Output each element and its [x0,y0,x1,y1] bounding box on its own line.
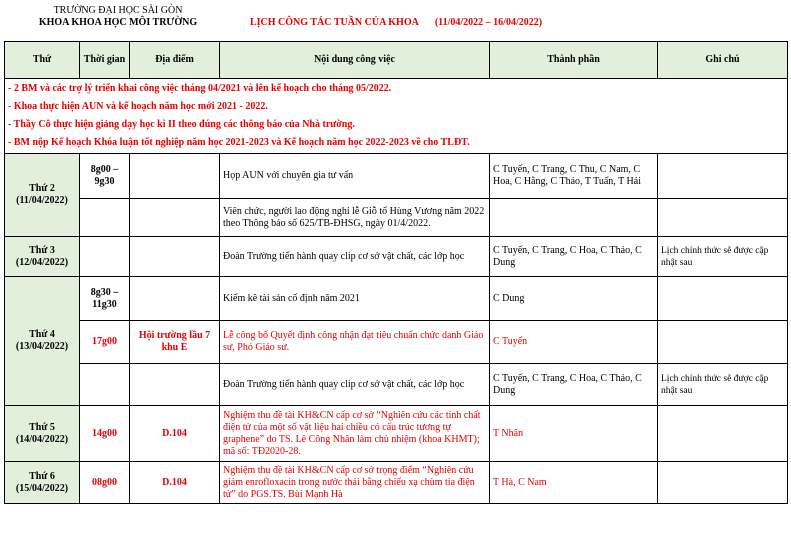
content-cell: Họp AUN với chuyên gia tư vấn [220,154,490,199]
day-cell [5,154,80,237]
content-cell: Kiểm kê tài sản cố định năm 2021 [220,277,490,321]
members-cell [490,199,658,237]
place-cell [130,199,220,237]
announcement-item: - Thầy Cô thực hiện giảng dạy học kì II theo đúng các thông báo của Nhà trường. [8,119,355,130]
time-cell: 8g30 – 11g30 [80,277,130,321]
time-cell: 17g00 [80,321,130,364]
announcement-row [5,79,788,154]
day-cell [5,237,80,277]
day-cell [5,462,80,504]
col-note: Ghi chú [658,42,788,79]
members-cell: T Hà, C Nam [490,462,658,504]
table-row [5,277,788,321]
place-cell [130,364,220,406]
day-date: (12/04/2022) [15,256,69,268]
university-name: TRƯỜNG ĐẠI HỌC SÀI GÒN [53,5,183,16]
day-name: Thứ 3 [29,244,55,256]
day-cell [5,406,80,462]
day-date: (14/04/2022) [15,433,69,445]
schedule-table [4,41,788,504]
members-cell: C Tuyến, C Trang, C Thu, C Nam, C Hoa, C Hằng, C Thảo, T Tuấn, T Hải [490,154,658,199]
note-cell: Lịch chính thức sẽ được cập nhật sau [658,364,788,406]
announcement-item: - Khoa thực hiện AUN và kế hoạch năm học mới 2021 - 2022. [8,101,268,112]
time-cell [80,237,130,277]
day-date: (15/04/2022) [15,482,69,494]
col-day: Thứ [5,42,80,79]
col-content: Nội dung công việc [220,42,490,79]
note-cell: Lịch chính thức sẽ được cập nhật sau [658,237,788,277]
announcement-item: - BM nộp Kế hoạch Khóa luận tốt nghiệp năm học 2021-2023 và Kế hoạch năm học 2022-2023 về cho TLĐT. [8,137,470,148]
time-cell: 08g00 [80,462,130,504]
announcements [5,79,788,154]
note-cell [658,462,788,504]
announcement-item: - 2 BM và các trợ lý triển khai công việc tháng 04/2021 và lên kế hoạch cho tháng 05/2022. [8,83,392,94]
day-name: Thứ 5 [29,421,55,433]
table-row [5,321,788,364]
content-cell [220,406,490,462]
table-row [5,364,788,406]
place-cell [130,154,220,199]
content-cell: Viên chức, người lao động nghỉ lễ Giỗ tổ Hùng Vương năm 2022 theo Thông báo số 625/TB-ĐHSG, ngày 01/4/2022. [220,199,490,237]
day-name: Thứ 4 [29,329,55,340]
note-cell [658,199,788,237]
day-date: (13/04/2022) [15,341,69,352]
place-cell: D.104 [130,406,220,462]
members-cell: C Tuyến [490,321,658,364]
col-place: Địa điểm [130,42,220,79]
place-cell: D.104 [130,462,220,504]
time-cell: 14g00 [80,406,130,462]
place-cell [130,237,220,277]
members-cell: T Nhân [490,406,658,462]
table-row [5,154,788,199]
note-cell [658,154,788,199]
table-row [5,406,788,462]
day-cell [5,277,80,406]
table-row [5,237,788,277]
content-text: Nghiệm thu đề tài KH&CN cấp cơ sở trọng điểm “Nghiên cứu giảm enrofloxacin trong nước thải bằng chiếu xạ chùm tia điện tử” do PGS.TS. Bùi Mạnh Hà [223,464,475,500]
note-cell [658,321,788,364]
time-cell [80,199,130,237]
day-date: (11/04/2022) [16,195,68,206]
day-name: Thứ 2 [29,183,55,194]
note-cell [658,277,788,321]
members-cell: C Tuyến, C Trang, C Hoa, C Thảo, C Dung [490,237,658,277]
content-cell: Đoàn Trường tiến hành quay clip cơ sở vật chất, các lớp học [220,364,490,406]
content-cell: Đoàn Trường tiến hành quay clip cơ sở vật chất, các lớp học [220,237,490,277]
date-range: (11/04/2022 – 16/04/2022) [434,17,543,28]
members-cell: C Tuyến, C Trang, C Hoa, C Thảo, C Dung [490,364,658,406]
title-text: LỊCH CÔNG TÁC TUẦN CỦA KHOA [250,17,419,28]
col-time: Thời gian [80,42,130,79]
content-cell [220,462,490,504]
table-row [5,199,788,237]
col-members: Thành phần [490,42,658,79]
time-cell [80,364,130,406]
header-row [5,42,788,79]
day-name: Thứ 6 [29,470,55,482]
schedule-title [250,17,542,29]
members-cell: C Dung [490,277,658,321]
place-cell: Hội trường lầu 7 khu E [130,321,220,364]
content-text: Nghiệm thu đề tài KH&CN cấp cơ sở “Nghiên cứu các tính chất điện tử của một số vật liệu hai chiều có cấu trúc tương tự graphene” do TS. Lê Công Nhân làm chủ nhiệm (khoa KHMT); mã số: TĐ2020-28. [223,409,481,457]
faculty-name: KHOA KHOA HỌC MÔI TRƯỜNG [38,17,198,28]
content-cell: Lễ công bố Quyết định công nhận đạt tiêu chuẩn chức danh Giáo sư, Phó Giáo sư. [220,321,490,364]
table-row [5,462,788,504]
place-cell [130,277,220,321]
note-cell [658,406,788,462]
time-cell: 8g00 – 9g30 [80,154,130,199]
